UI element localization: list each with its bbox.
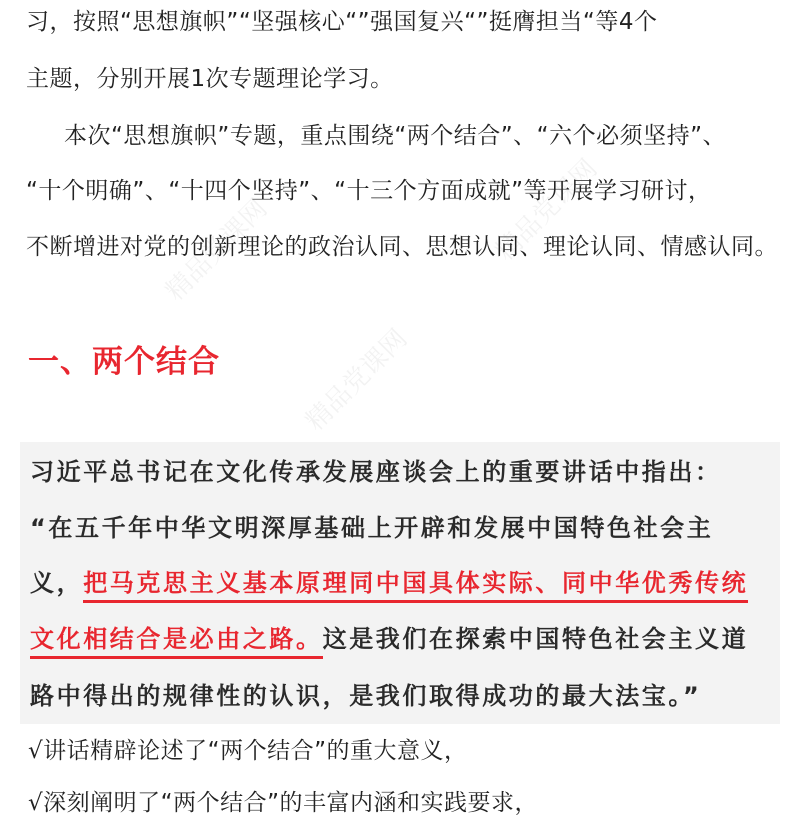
bullet-item: √深刻阐明了“两个结合”的丰富内涵和实践要求，: [28, 790, 538, 816]
quote-line-2: “在五千年中华文明深厚基础上开辟和发展中国特色社会主: [30, 514, 714, 542]
intro-line-2: 主题，分别开展1次专题理论学习。: [26, 66, 394, 92]
quote-line-1: 习近平总书记在文化传承发展座谈会上的重要讲话中指出：: [30, 458, 722, 486]
watermark: 精品党课网: [490, 153, 604, 267]
section-heading: 一、两个结合: [28, 344, 220, 380]
intro-line-1: 习，按照“思想旗帜”“坚强核心“”强国复兴“”挺膺担当“等4个: [26, 9, 658, 35]
quote-line-4: [30, 619, 748, 654]
intro-line-5: 不断增进对党的创新理论的政治认同、思想认同、理论认同、情感认同。: [26, 234, 778, 260]
watermark: 精品党课网: [160, 193, 274, 307]
quote-line-3: [30, 563, 748, 598]
quote-line-3-pre: 义，: [30, 569, 84, 597]
intro-line-3: 本次“思想旗帜”专题，重点围绕“两个结合”、“六个必须坚持”、: [64, 123, 726, 149]
watermark: 精品党课网: [300, 323, 414, 437]
intro-line-4: “十个明确”、“十四个坚持”、“十三个方面成就”等开展学习研讨，: [26, 178, 712, 204]
bullet-item: √讲话精辟论述了“两个结合”的重大意义，: [28, 738, 468, 764]
quote-highlight-2: 文化相结合是必由之路。: [30, 625, 323, 659]
quote-line-5: 路中得出的规律性的认识，是我们取得成功的最大法宝。”: [30, 682, 702, 710]
quote-highlight-1: 把马克思主义基本原理同中国具体实际、同中华优秀传统: [83, 569, 748, 603]
quote-line-4-post: 这是我们在探索中国特色社会主义道: [322, 625, 749, 653]
